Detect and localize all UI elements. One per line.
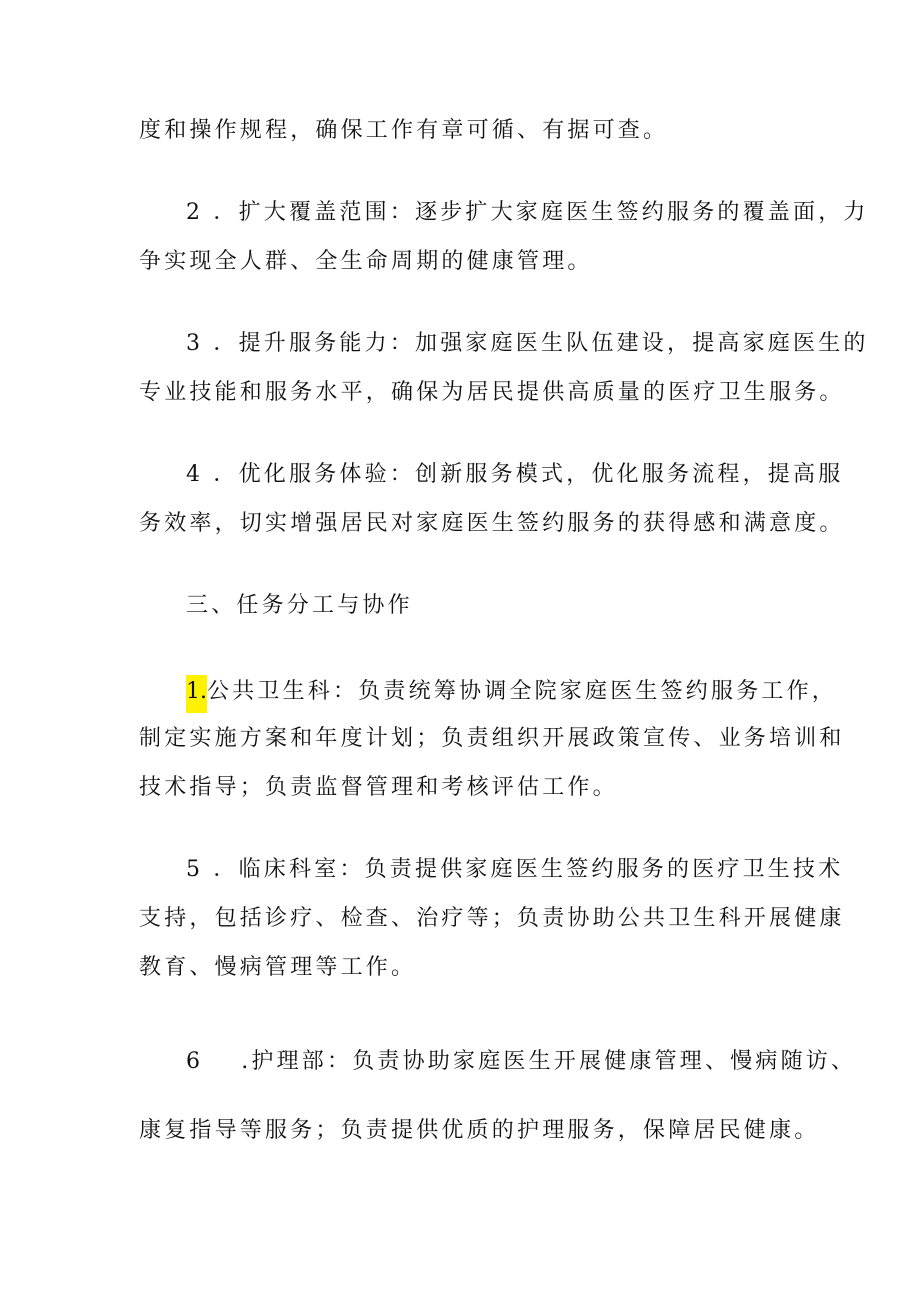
section-heading: 三、任务分工与协作	[186, 593, 413, 618]
highlighted-number: 1.	[186, 675, 207, 713]
paragraph-line: 康复指导等服务；负责提供优质的护理服务，保障居民健康。	[139, 1118, 820, 1143]
paragraph-line-highlighted	[186, 675, 837, 713]
paragraph-line: 制定实施方案和年度计划；负责组织开展政策宣传、业务培训和	[139, 726, 845, 751]
item-number: 6	[186, 1049, 204, 1074]
paragraph-text: 公共卫生科：负责统筹协调全院家庭医生签约服务工作，	[207, 679, 838, 704]
paragraph-line: 争实现全人群、全生命周期的健康管理。	[139, 249, 593, 274]
paragraph-line: 专业技能和服务水平，确保为居民提供高质量的医疗卫生服务。	[139, 380, 845, 405]
paragraph-line: 支持，包括诊疗、检查、治疗等；负责协助公共卫生科开展健康	[139, 906, 845, 931]
paragraph-line: 5 ．临床科室：负责提供家庭医生签约服务的医疗卫生技术	[186, 857, 844, 882]
paragraph-line: 3 ．提升服务能力：加强家庭医生队伍建设，提高家庭医生的	[186, 331, 869, 356]
paragraph-line: 2 ．扩大覆盖范围：逐步扩大家庭医生签约服务的覆盖面，力	[186, 200, 869, 225]
paragraph-line: 教育、慢病管理等工作。	[139, 955, 417, 980]
paragraph-line: 技术指导；负责监督管理和考核评估工作。	[139, 775, 618, 800]
paragraph-text: .护理部：负责协助家庭医生开展健康管理、慢病随访、	[241, 1049, 857, 1074]
paragraph-line: 度和操作规程，确保工作有章可循、有据可查。	[139, 118, 669, 143]
paragraph-line: 务效率，切实增强居民对家庭医生签约服务的获得感和满意度。	[139, 511, 845, 536]
paragraph-line-item6	[186, 1047, 856, 1077]
paragraph-line: 4 ．优化服务体验：创新服务模式，优化服务流程，提高服	[186, 462, 844, 487]
